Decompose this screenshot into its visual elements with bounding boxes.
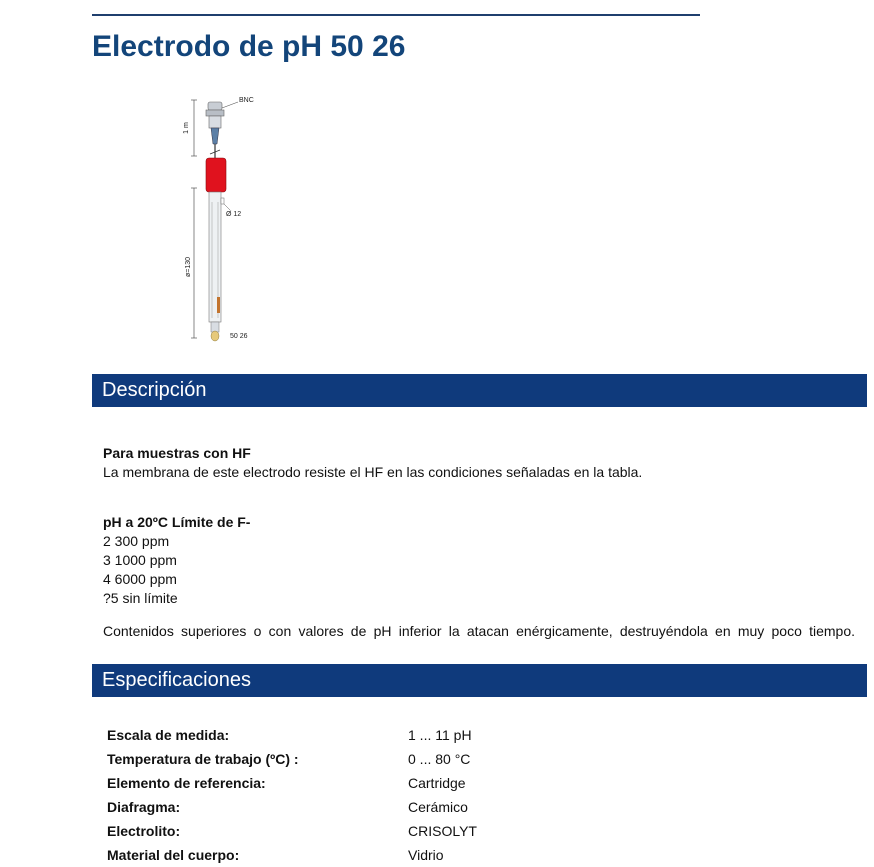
page-title: Electrodo de pH 50 26 [92,30,406,63]
bnc-connector [208,102,222,110]
spec-label: Escala de medida: [107,727,230,743]
fluoride-row: ?5 sin límite [103,590,178,606]
strain-relief [211,128,219,144]
fluoride-row: 4 6000 ppm [103,571,177,587]
fluoride-row: 3 1000 ppm [103,552,177,568]
description-heading: Para muestras con HF [103,445,251,461]
fluoride-row: 2 300 ppm [103,533,170,549]
description-closing: Contenidos superiores o con valores de pH inferior la atacan enérgicamente, destruyéndola en muy poco tiempo. [103,623,855,639]
specifications-table [107,723,807,867]
electrode-cap [206,158,226,192]
spec-value: Vidrio [408,847,444,863]
spec-row [107,819,807,843]
refill-port [221,198,224,204]
label-model: 50 26 [230,333,248,340]
spec-row [107,843,807,867]
electrode-drawing [178,92,268,346]
reference-element [217,297,220,313]
fluoride-limit-table [103,513,855,608]
electrode-svg [178,92,268,346]
spec-row [107,747,807,771]
section-header-descripcion: Descripción [92,374,867,407]
spec-value: 1 ... 11 pH [408,727,472,743]
spec-label: Diafragma: [107,799,181,815]
spec-value: Cartridge [408,775,466,791]
spec-value: Cerámico [408,799,468,815]
top-rule [92,14,700,16]
label-bnc: BNC [239,97,254,104]
spec-label: Temperatura de trabajo (ºC) : [107,751,299,767]
glass-membrane-tip [211,331,219,341]
spec-row [107,771,807,795]
spec-row [107,795,807,819]
description-text: La membrana de este electrodo resiste el HF en las condiciones señaladas en la tabla. [103,464,643,480]
spec-value: 0 ... 80 °C [408,751,471,767]
label-length: ø=130 [185,256,192,278]
spec-row [107,723,807,747]
description-intro [103,444,855,482]
spec-label: Elemento de referencia: [107,775,266,791]
fluoride-table-heading: pH a 20ºC Límite de F- [103,514,251,530]
section-header-especificaciones: Especificaciones [92,664,867,697]
spec-label: Electrolito: [107,823,181,839]
label-cable: 1 m [183,122,190,134]
spec-value: CRISOLYT [408,823,477,839]
spec-label: Material del cuerpo: [107,847,240,863]
label-diameter: Ø 12 [226,211,242,218]
